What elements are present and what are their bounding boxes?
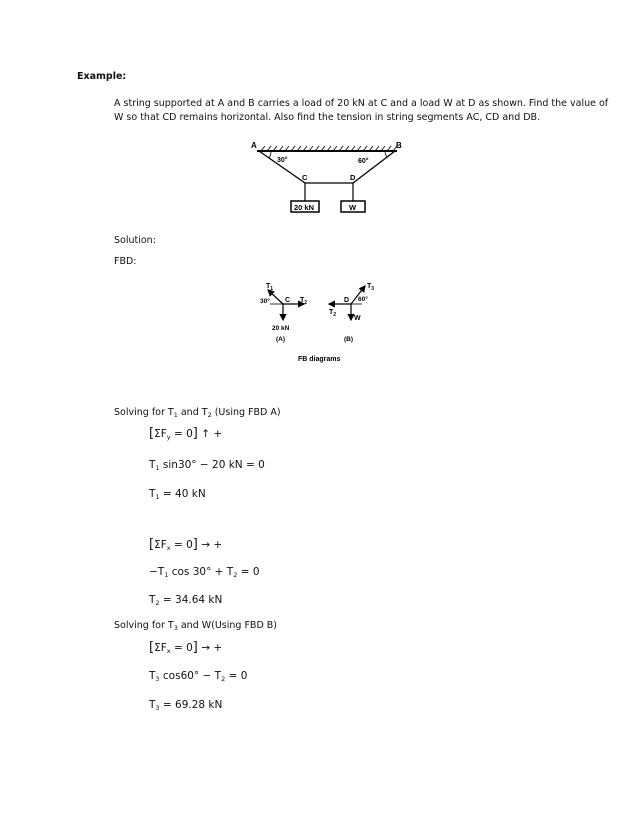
equation-t3-cos: $T_3$ $\cos 60^\circ - T_2 = 0$ [149, 670, 248, 683]
load-d-label: W [349, 203, 357, 212]
fbd-b-angle-label: 60° [358, 296, 368, 303]
load-c-label: 20 kN [294, 203, 315, 212]
example-heading: Example: [77, 71, 127, 82]
fbd-b-point-label: D [344, 297, 350, 304]
fbd-b [329, 283, 374, 343]
equation-t2-value: $T_2 = 34.64$ kN [149, 594, 223, 607]
equation-t1-sin: $T_1$ sin30° − 20 kN = 0 [149, 459, 265, 472]
fbd-a-angle-label: 30° [260, 298, 270, 305]
fbd-a [260, 283, 307, 343]
fbd-b-caption: (B) [344, 336, 354, 343]
angle-right-label: 60° [358, 158, 369, 165]
fbd-figure [250, 280, 390, 366]
section-b-heading: Solving for $T_3$ and W(Using FBD B) [114, 620, 278, 632]
label-a: A [251, 141, 257, 150]
problem-line-1: A string supported at A and B carries a load of 20 kN at C and a load W at D as shown. Find the value of [114, 98, 609, 109]
string-system-figure [245, 138, 405, 218]
label-c: C [302, 173, 308, 182]
fbd-a-t1-arrow [268, 290, 283, 304]
fbd-title: FB diagrams [298, 356, 341, 363]
label-d: D [350, 173, 356, 182]
section-a-heading: Solving for $T_1$ and $T_2$ (Using FBD A) [114, 407, 281, 419]
string-db [353, 151, 395, 183]
equation-sum-fx-a: $[\Sigma F_x = 0]$ → + [149, 537, 223, 552]
problem-line-2: W so that CD remains horizontal. Also find the tension in string segments AC, CD and DB. [114, 112, 541, 123]
angle-left-label: 30° [277, 157, 288, 164]
equation-t1-cos: $-T_1$ $\cos 30^\circ + T_2 = 0$ [149, 566, 260, 579]
equation-sum-fx-b: $[\Sigma F_x = 0]$ → + [149, 640, 223, 655]
fbd-a-point-label: C [285, 297, 291, 304]
fbd-b-t3-label: $T_3$ [367, 283, 375, 292]
fbd-b-t2-label: $T_2$ [329, 309, 337, 318]
equation-sum-fy: $[\Sigma F_y = 0]$ ↑ + [149, 426, 223, 441]
equation-t3-value: $T_3 = 69.28$ kN [149, 699, 223, 712]
fbd-a-load-label: 20 kN [272, 325, 290, 332]
fbd-label: FBD: [114, 256, 137, 267]
label-b: B [396, 141, 402, 150]
fbd-b-load-label: W [354, 315, 361, 322]
fbd-a-caption: (A) [276, 336, 286, 343]
fbd-a-t1-label: $T_1$ [266, 283, 274, 292]
string-ac [259, 151, 305, 183]
angle-arc-left [269, 151, 271, 158]
fbd-a-t2-label: $T_2$ [300, 297, 308, 306]
equation-t1-value: $T_1 = 40$ kN [149, 488, 206, 501]
solution-label: Solution: [114, 235, 156, 246]
